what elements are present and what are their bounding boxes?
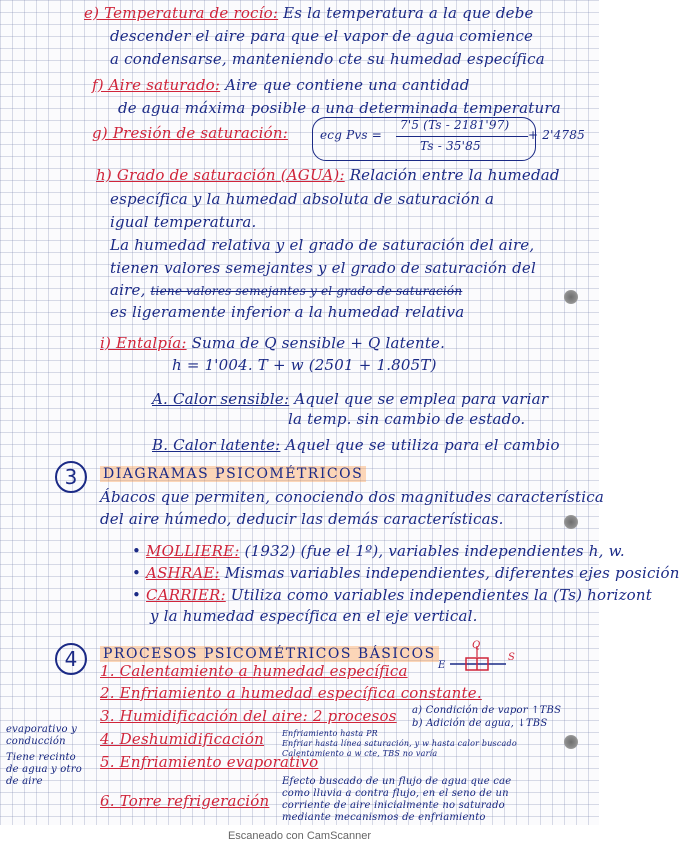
cooling-tower-note-3: corriente de aire inicialmente no saturado <box>282 800 505 811</box>
mollier-text: (1932) (fue el 1º), variables independientes h, w. <box>244 542 625 560</box>
section-4-title: PROCESOS PSICOMÉTRICOS BÁSICOS <box>100 646 439 662</box>
ashrae-text: Mismas variables independientes, diferentes ejes posición <box>224 564 680 582</box>
sensible-heat-line-2: la temp. sin cambio de estado. <box>288 410 526 428</box>
process-item-4: 4. Deshumidificación <box>100 730 265 748</box>
saturation-degree-struck-text: tiene valores semejantes y el grado de saturación <box>150 284 463 298</box>
process-item-1: 1. Calentamiento a humedad específica <box>100 662 408 680</box>
dehumidification-note-3: Calentamiento a w cte, TBS no varía <box>282 749 438 758</box>
saturation-degree-text-1: Relación entre la humedad <box>349 166 560 184</box>
equation-suffix: + 2'4785 <box>528 128 585 142</box>
dew-point-label: e) Temperatura de rocío: <box>84 4 279 22</box>
process-item-2: 2. Enfriamiento a humedad específica constante. <box>100 684 482 702</box>
dehumidification-note-1: Enfriamiento hasta PR <box>282 729 378 738</box>
diagram-bullet-carrier <box>132 586 652 604</box>
saturation-degree-line-2: específica y la humedad absoluta de saturación a <box>110 190 495 208</box>
saturated-air-label: f) Aire saturado: <box>92 76 221 94</box>
saturation-degree-label: h) Grado de saturación (AGUA): <box>96 166 345 184</box>
latent-heat-label: B. Calor latente: <box>152 436 281 454</box>
diagram-bullet-mollier <box>132 542 625 560</box>
section-3-number: 3 <box>55 461 87 493</box>
carrier-name: CARRIER: <box>146 586 226 604</box>
cooling-tower-note-4: mediante mecanismos de enfriamiento <box>282 812 486 823</box>
sensible-heat-label: A. Calor sensible: <box>152 390 290 408</box>
humidification-note-b: b) Adición de agua, ↓TBS <box>412 718 548 729</box>
carrier-line-2: y la humedad específica en el eje vertical. <box>150 607 478 625</box>
margin-note-2: conducción <box>6 736 66 747</box>
equation-numerator: 7'5 (Ts - 2181'97) <box>400 118 510 132</box>
saturation-degree-line-1 <box>96 166 560 184</box>
margin-note-1: evaporativo y <box>6 724 78 735</box>
scanner-footer: Escaneado con CamScanner <box>0 825 599 848</box>
diagram-q-label: Q <box>472 640 481 651</box>
humidification-note-a: a) Condición de vapor ↑TBS <box>412 705 562 716</box>
equation-fraction-bar <box>396 136 528 137</box>
process-item-6: 6. Torre refrigeración <box>100 792 270 810</box>
ashrae-name: ASHRAE: <box>146 564 220 582</box>
bullet-dot: • <box>132 542 142 560</box>
psychrometric-diagrams-line-2: del aire húmedo, deducir las demás características. <box>100 510 504 528</box>
dew-point-text-1: Es la temperatura a la que debe <box>283 4 534 22</box>
sensible-heat-line-1 <box>152 390 548 408</box>
bullet-dot: • <box>132 586 142 604</box>
cooling-tower-note-1: Efecto buscado de un flujo de agua que cae <box>282 776 512 787</box>
saturation-degree-line-5: tienen valores semejantes y el grado de saturación del <box>110 259 536 277</box>
binder-hole <box>564 290 578 304</box>
sensible-heat-text-1: Aquel que se emplea para variar <box>294 390 549 408</box>
equation-prefix: ecg Pvs = <box>320 128 382 142</box>
bullet-dot: • <box>132 564 142 582</box>
saturated-air-line-2: de agua máxima posible a una determinada temperatura <box>118 99 561 117</box>
diagram-e-label: E <box>438 660 446 671</box>
saturation-degree-line-6 <box>110 281 462 299</box>
enthalpy-text-1: Suma de Q sensible + Q latente. <box>191 334 446 352</box>
dew-point-line-2: descender el aire para que el vapor de agua comience <box>110 27 534 45</box>
latent-heat-line <box>152 436 560 454</box>
equation-denominator: Ts - 35'85 <box>420 139 481 153</box>
margin-note-3: Tiene recinto <box>6 752 76 763</box>
enthalpy-formula: h = 1'004. T + w (2501 + 1.805T) <box>172 356 437 374</box>
mollier-name: MOLLIERE: <box>146 542 240 560</box>
margin-note-5: de aire <box>6 776 43 787</box>
saturation-degree-line-4: La humedad relativa y el grado de saturación del aire, <box>110 236 535 254</box>
saturation-pressure-label-text: g) Presión de saturación: <box>92 124 288 142</box>
section-4-number: 4 <box>55 643 87 675</box>
diagram-bullet-ashrae <box>132 564 680 582</box>
dew-point-line-3: a condensarse, manteniendo cte su humedad específica <box>110 50 545 68</box>
enthalpy-label: i) Entalpía: <box>100 334 187 352</box>
binder-hole <box>564 515 578 529</box>
process-item-5: 5. Enfriamiento evaporativo <box>100 753 319 771</box>
carrier-text: Utiliza como variables independientes la (Ts) horizont <box>230 586 652 604</box>
diagram-s-label: S <box>508 652 516 663</box>
latent-heat-text: Aquel que se utiliza para el cambio <box>285 436 560 454</box>
enthalpy-line-1 <box>100 334 445 352</box>
binder-hole <box>564 735 578 749</box>
saturated-air-text-1: Aire que contiene una cantidad <box>225 76 470 94</box>
saturation-degree-line-7: es ligeramente inferior a la humedad relativa <box>110 303 465 321</box>
dehumidification-note-2: Enfriar hasta línea saturación, y w hasta calor buscado <box>282 739 517 748</box>
psychrometric-diagrams-line-1: Ábacos que permiten, conociendo dos magnitudes característica <box>100 488 604 506</box>
saturation-pressure-label <box>92 124 288 142</box>
dew-point-line-1 <box>84 4 534 22</box>
process-item-3: 3. Humidificación del aire: 2 procesos <box>100 707 397 725</box>
margin-note-4: de agua y otro <box>6 764 82 775</box>
saturated-air-line-1 <box>92 76 470 94</box>
saturation-degree-line-3: igual temperatura. <box>110 213 257 231</box>
section-3-title: DIAGRAMAS PSICOMÉTRICOS <box>100 466 366 482</box>
cooling-tower-note-2: como lluvia a contra flujo, en el seno de un <box>282 788 509 799</box>
saturation-degree-text-6a: aire, <box>110 281 146 299</box>
